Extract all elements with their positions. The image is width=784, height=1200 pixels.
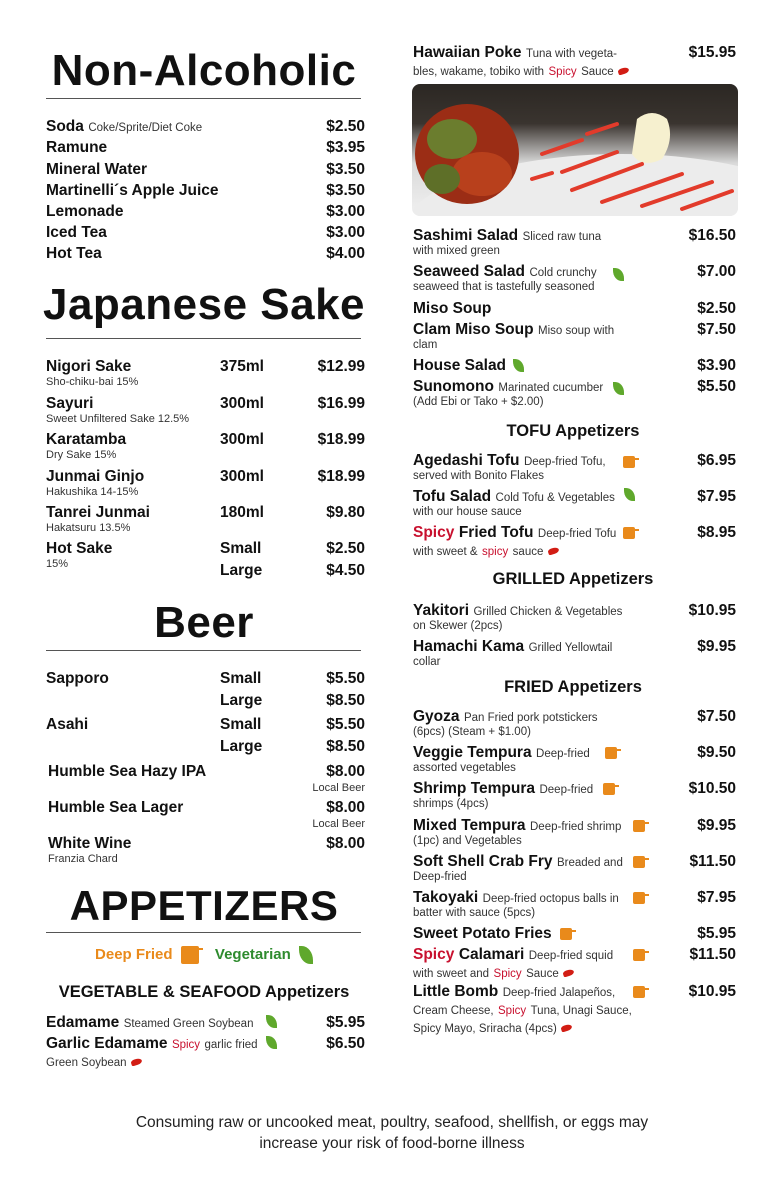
poke-photo (412, 84, 738, 216)
price-white-wine: $8.00 (326, 835, 365, 852)
menu-item-hazy-ipa: Humble Sea Hazy IPA (48, 763, 207, 780)
fryer-icon (603, 783, 615, 795)
price-lager: $8.00 (326, 799, 365, 816)
menu-item-spicy-calamari: Spicy Calamari Deep-fried squid with sweet and Spicy Sauce (413, 946, 614, 980)
leaf-icon (266, 1015, 277, 1028)
leaf-icon (513, 359, 524, 372)
chili-pepper-icon (547, 546, 559, 555)
menu-item-gyoza: Gyoza Pan Fried pork potstickers (6pcs) (Steam + $1.00) (413, 708, 598, 738)
price-junmai-ginjo: $18.99 (317, 468, 365, 485)
menu-item-hamachi-kama: Hamachi Kama Grilled Yellowtail collar (413, 638, 613, 668)
menu-item-white-wine: White Wine Franzia Chard (48, 835, 132, 865)
price-little-bomb: $10.95 (688, 983, 736, 1000)
chili-pepper-icon (561, 1023, 573, 1032)
menu-item-soda: Soda Coke/Sprite/Diet Coke (46, 118, 203, 135)
menu-item-veggie-tempura: Veggie Tempura Deep-fried assorted vegetables (413, 744, 590, 774)
price-soft-shell-crab: $11.50 (689, 853, 736, 870)
menu-item-tanrei-junmai: Tanrei Junmai Hakatsuru 13.5% (46, 504, 150, 534)
legend-vegetarian: Vegetarian (214, 946, 291, 963)
menu-item-spicy-fried-tofu: Spicy Fried Tofu Deep-fried Tofu with sweet & spicy sauce (413, 524, 617, 558)
menu-item-sashimi-salad: Sashimi Salad Sliced raw tuna with mixed green (413, 227, 602, 257)
price-asahi-small: $5.50 (326, 716, 365, 733)
menu-item-tofu-salad: Tofu Salad Cold Tofu & Vegetables with our house sauce (413, 488, 615, 518)
price-iced-tea: $3.00 (326, 224, 365, 241)
appetizers-heading: APPETIZERS (69, 882, 339, 929)
price-sweet-potato-fries: $5.95 (697, 925, 736, 942)
fryer-icon (633, 986, 645, 998)
price-shrimp-tempura: $10.50 (688, 780, 736, 797)
price-gyoza: $7.50 (697, 708, 736, 725)
size-asahi-small: Small (220, 716, 262, 733)
price-garlic-edamame: $6.50 (326, 1035, 365, 1052)
menu-item-yakitori: Yakitori Grilled Chicken & Vegetables on Skewer (2pcs) (413, 602, 623, 632)
menu-item-seaweed-salad: Seaweed Salad Cold crunchy seaweed that is tastefully seasoned (413, 263, 597, 293)
price-yakitori: $10.95 (688, 602, 736, 619)
leaf-icon (299, 946, 313, 964)
price-sayuri: $16.99 (317, 395, 365, 412)
note-hazy-ipa: Local Beer (312, 782, 365, 794)
price-house-salad: $3.90 (697, 357, 736, 374)
size-sapporo-large: Large (220, 692, 263, 709)
menu-item-shrimp-tempura: Shrimp Tempura Deep-fried shrimps (4pcs) (413, 780, 594, 810)
menu-item-junmai-ginjo: Junmai Ginjo Hakushika 14-15% (46, 468, 145, 498)
price-spicy-calamari: $11.50 (689, 946, 736, 963)
sake-heading: Japanese Sake (42, 280, 366, 329)
size-karatamba: 300ml (220, 431, 264, 448)
price-spicy-fried-tofu: $8.95 (697, 524, 736, 541)
veg-seafood-heading: VEGETABLE & SEAFOOD Appetizers (58, 983, 350, 1001)
poke-photo-art (412, 84, 738, 216)
tofu-heading: TOFU Appetizers (506, 422, 640, 440)
price-sunomono: $5.50 (697, 378, 736, 395)
menu-item-sunomono: Sunomono Marinated cucumber (Add Ebi or Tako + $2.00) (413, 378, 604, 408)
menu-item-lemonade: Lemonade (46, 203, 124, 220)
fryer-icon (623, 527, 635, 539)
size-nigori-sake: 375ml (220, 358, 264, 375)
size-asahi-large: Large (220, 738, 263, 755)
price-apple-juice: $3.50 (326, 182, 365, 199)
price-hawaiian-poke: $15.95 (688, 44, 736, 61)
size-hot-sake-small: Small (220, 540, 262, 557)
menu-item-karatamba: Karatamba Dry Sake 15% (46, 431, 127, 461)
price-veggie-tempura: $9.50 (697, 744, 736, 761)
grilled-heading: GRILLED Appetizers (492, 570, 654, 588)
fryer-icon (633, 892, 645, 904)
sake-divider (46, 338, 361, 339)
fryer-icon (181, 946, 199, 964)
menu-item-hot-tea: Hot Tea (46, 245, 102, 262)
fryer-icon (560, 928, 572, 940)
legend (46, 946, 362, 964)
price-sapporo-small: $5.50 (326, 670, 365, 687)
price-hot-sake-large: $4.50 (326, 562, 365, 579)
menu-item-takoyaki: Takoyaki Deep-fried octopus balls in batter with sauce (5pcs) (413, 889, 619, 919)
note-lager: Local Beer (312, 818, 365, 830)
fryer-icon (633, 856, 645, 868)
menu-item-hawaiian-poke: Hawaiian Poke Tuna with vegeta- bles, wakame, tobiko with Spicy Sauce (413, 44, 653, 80)
size-hot-sake-large: Large (220, 562, 263, 579)
price-sapporo-large: $8.50 (326, 692, 365, 709)
menu-item-apple-juice: Martinelli´s Apple Juice (46, 182, 219, 199)
fryer-icon (623, 456, 635, 468)
price-clam-miso-soup: $7.50 (697, 321, 736, 338)
price-hot-sake-small: $2.50 (326, 540, 365, 557)
chili-pepper-icon (130, 1057, 142, 1066)
menu-item-soft-shell-crab: Soft Shell Crab Fry Breaded and Deep-fried (413, 853, 623, 883)
price-takoyaki: $7.95 (697, 889, 736, 906)
price-nigori-sake: $12.99 (317, 358, 365, 375)
fryer-icon (633, 949, 645, 961)
menu-item-sweet-potato-fries: Sweet Potato Fries (413, 925, 572, 943)
menu-item-sayuri: Sayuri Sweet Unfiltered Sake 12.5% (46, 395, 190, 425)
chili-pepper-icon (617, 66, 629, 75)
price-lemonade: $3.00 (326, 203, 365, 220)
price-soda: $2.50 (326, 118, 365, 135)
menu-item-mineral-water: Mineral Water (46, 161, 148, 178)
price-seaweed-salad: $7.00 (697, 263, 736, 280)
menu-item-miso-soup: Miso Soup (413, 300, 492, 317)
menu-item-iced-tea: Iced Tea (46, 224, 107, 241)
menu-item-hot-sake: Hot Sake 15% (46, 540, 113, 570)
fryer-icon (605, 747, 617, 759)
price-hazy-ipa: $8.00 (326, 763, 365, 780)
menu-item-lager: Humble Sea Lager (48, 799, 184, 816)
beer-heading: Beer (154, 598, 254, 647)
size-sapporo-small: Small (220, 670, 262, 687)
menu-item-house-salad: House Salad (413, 357, 524, 375)
menu-item-sapporo: Sapporo (46, 670, 109, 687)
price-sashimi-salad: $16.50 (688, 227, 736, 244)
leaf-icon (266, 1036, 277, 1049)
menu-item-ramune: Ramune (46, 139, 108, 156)
price-agedashi-tofu: $6.95 (697, 452, 736, 469)
price-miso-soup: $2.50 (697, 300, 736, 317)
non-alcoholic-heading: Non-Alcoholic (51, 46, 357, 95)
price-mixed-tempura: $9.95 (697, 817, 736, 834)
size-junmai-ginjo: 300ml (220, 468, 264, 485)
size-sayuri: 300ml (220, 395, 264, 412)
menu-item-clam-miso-soup: Clam Miso Soup Miso soup with clam (413, 321, 615, 351)
legend-deep-fried: Deep Fried (95, 946, 173, 963)
menu-item-asahi: Asahi (46, 716, 89, 733)
price-tanrei-junmai: $9.80 (326, 504, 365, 521)
price-ramune: $3.95 (326, 139, 365, 156)
menu-item-little-bomb: Little Bomb Deep-fried Jalapeños, Cream Cheese, Spicy Tuna, Unagi Sauce, Spicy Mayo, Sriracha (4pcs) (413, 983, 632, 1035)
chili-pepper-icon (563, 968, 575, 977)
price-edamame: $5.95 (326, 1014, 365, 1031)
price-asahi-large: $8.50 (326, 738, 365, 755)
size-tanrei-junmai: 180ml (220, 504, 264, 521)
non-alcoholic-divider (46, 98, 361, 99)
price-mineral-water: $3.50 (326, 161, 365, 178)
appetizers-divider (46, 932, 361, 933)
menu-item-mixed-tempura: Mixed Tempura Deep-fried shrimp (1pc) and Vegetables (413, 817, 622, 847)
beer-divider (46, 650, 361, 651)
fryer-icon (633, 820, 645, 832)
price-karatamba: $18.99 (317, 431, 365, 448)
price-tofu-salad: $7.95 (697, 488, 736, 505)
menu-item-garlic-edamame: Garlic Edamame Spicy garlic fried Green Soybean (46, 1035, 258, 1069)
menu-item-agedashi-tofu: Agedashi Tofu Deep-fried Tofu, served with Bonito Flakes (413, 452, 606, 482)
menu-item-edamame: Edamame Steamed Green Soybean (46, 1014, 254, 1031)
price-hot-tea: $4.00 (326, 245, 365, 262)
menu-item-nigori-sake: Nigori Sake Sho-chiku-bai 15% (46, 358, 139, 388)
health-disclaimer: Consuming raw or uncooked meat, poultry, seafood, shellfish, or eggs may increase your risk of food-borne illness (135, 1114, 649, 1152)
fried-heading: FRIED Appetizers (504, 678, 642, 696)
price-hamachi-kama: $9.95 (697, 638, 736, 655)
